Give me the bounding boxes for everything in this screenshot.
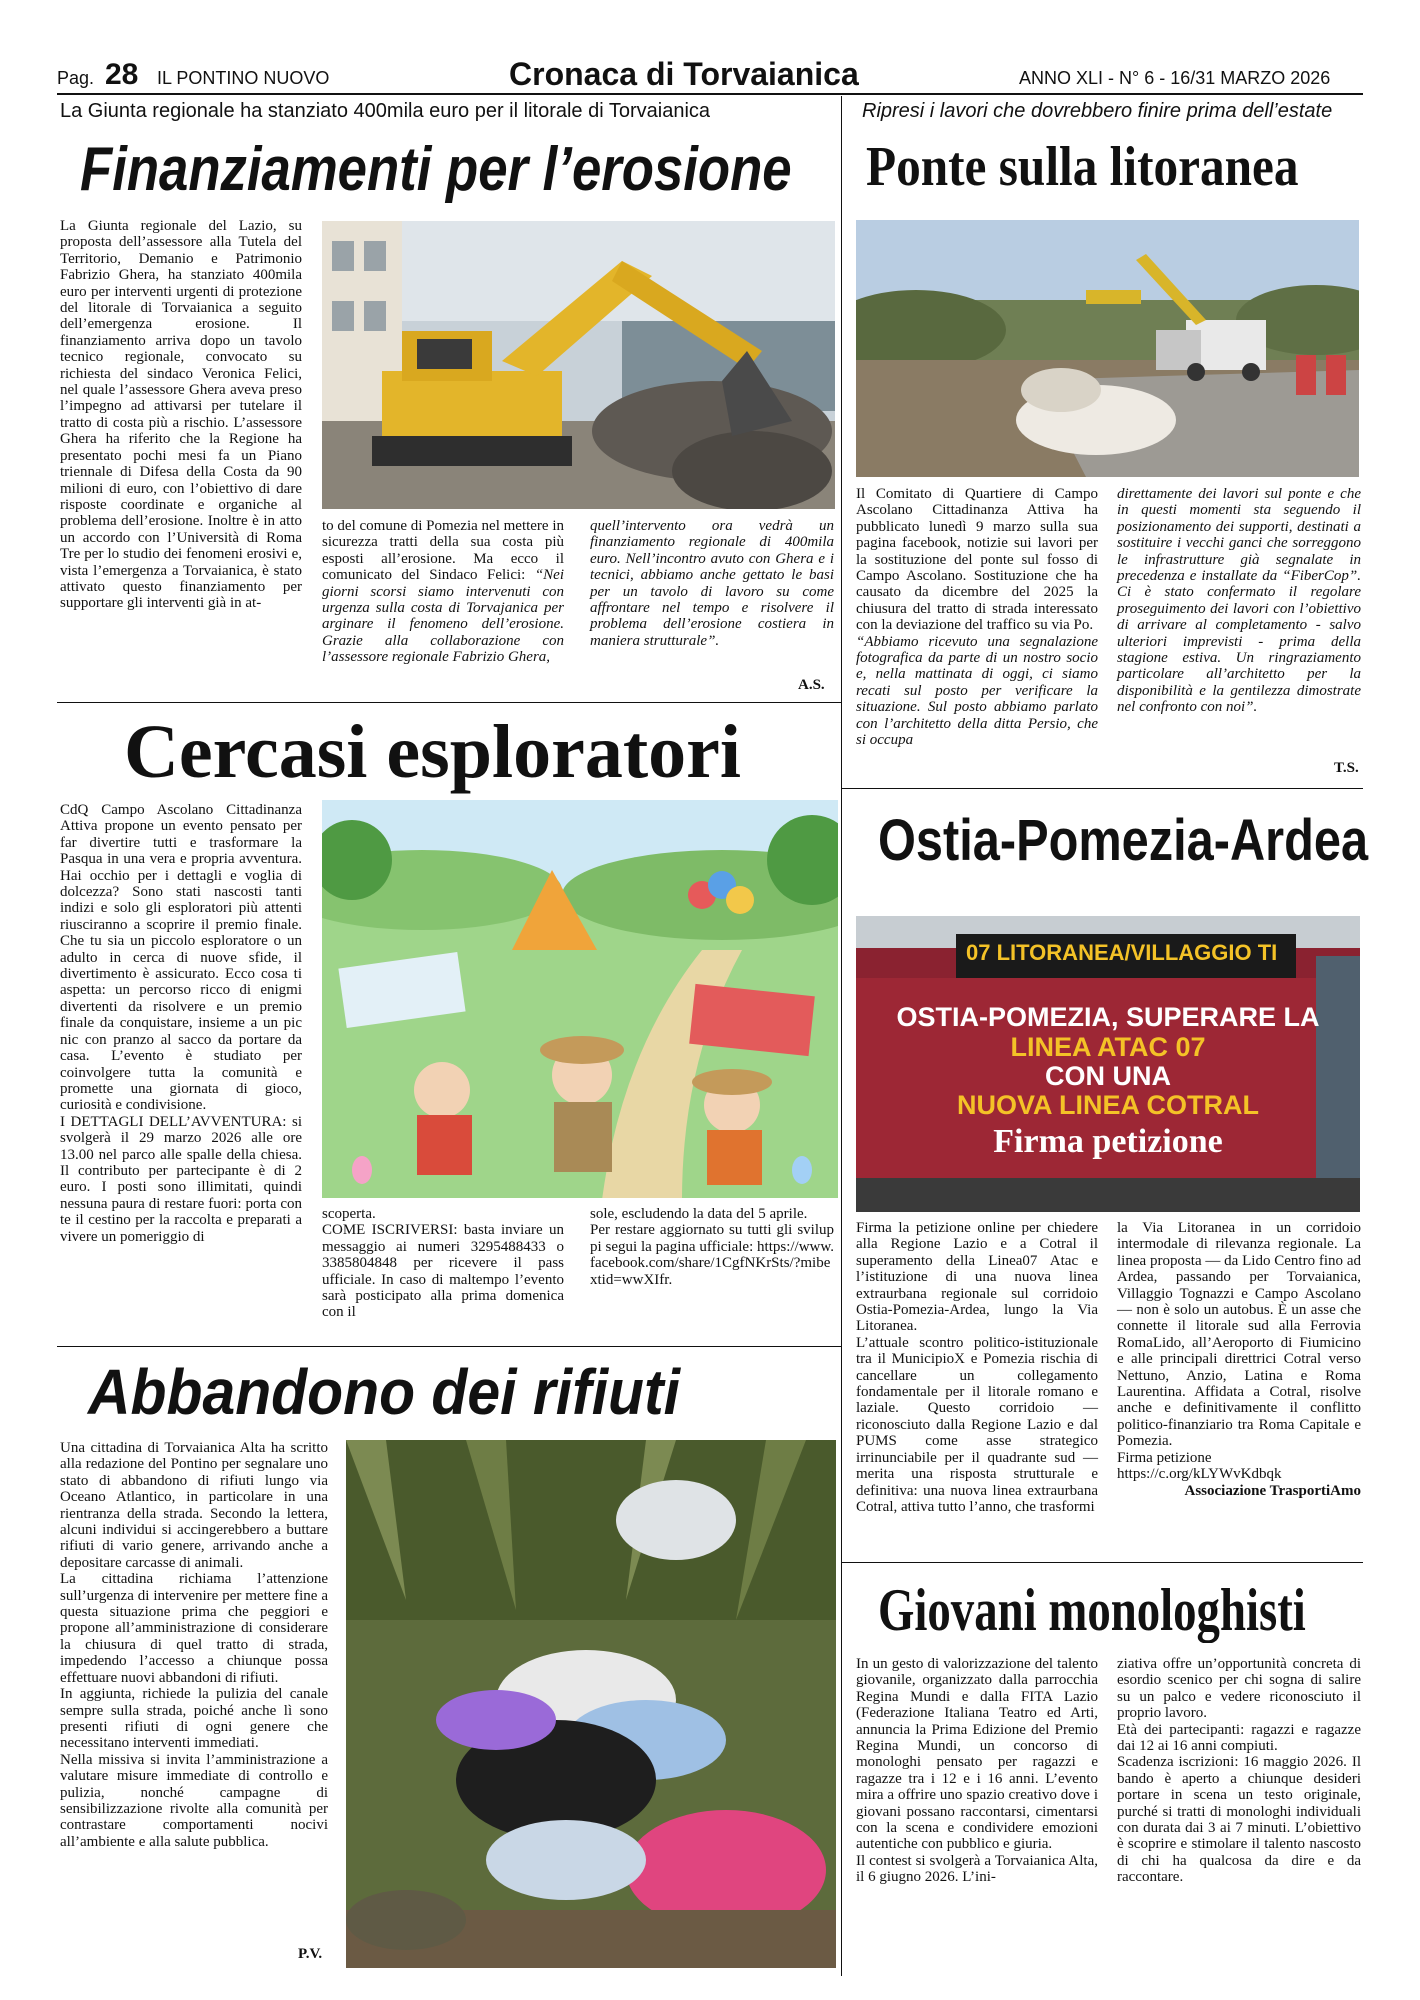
article5-col1-text: Una cittadina di Torvaianica Alta ha scritto alla redazione del Pontino per segnalare uno stato di abbandono di rifiuti lungo via Oceano Atlantico, in particolare in una rientranza della strada. Secondo la lettera, alcuni individui si accingerebbero a buttare rifiuti di vario genere, arrivando anche a depositare carcasse di animali.: [60, 1440, 328, 1571]
waste-dump-photo: [346, 1440, 836, 1968]
poster-line-1: OSTIA-POMEZIA, SUPERARE LA: [896, 1002, 1320, 1032]
article4-col2-text: la Via Litoranea in un corridoio intermodale di rilevanza regionale. La linea proposta — da Lido Centro fino ad Ardea, passando per Torvaianica, Villaggio Tognazzi e Campo Ascolano — non è solo un autobus. È un asse che connette il litorale sud alla Ferrovia RomaLido, all’Aeroporto di Fiumicino e alle principali direttrici Cotral verso Nettuno, Anzio, Latina e Roma Laurentina. Affidata a Cotral, risolve anche e definitivamente il conflitto politico-finanziario tra Roma Capitale e Pomezia.: [1117, 1220, 1361, 1450]
petition-label: Firma petizione: [1117, 1449, 1212, 1466]
article3-bottom-rule: [57, 1346, 841, 1347]
article3-col3: [590, 1206, 834, 1288]
article4-col1: [856, 1220, 1098, 1515]
column-divider: [841, 96, 842, 1976]
article6-col2: [1117, 1656, 1361, 1886]
section-title: Cronaca di Torvaianica: [509, 56, 859, 92]
article5-signature: P.V.: [298, 1946, 323, 1962]
article3-col2-signup: COME ISCRIVERSI: basta inviare un messaggio ai numeri 3295488433 o 3385804848 per ricevere il pass ufficiale. In caso di maltempo l’evento sarà posticipato alla prima domenica con il: [322, 1222, 564, 1321]
article2-kicker: Ripresi i lavori che dovrebbero finire prima dell’estate: [862, 100, 1333, 122]
article1-col2-text: to del comune di Pomezia nel mettere in sicurezza tratti della sua costa più esposti all’erosione. Ma ecco il comunicato del Sindaco Felici:: [322, 518, 565, 584]
article3-col3-link: Per restare aggiornato su tutti gli sviluppi segui la pagina ufficiale: https://www.facebook.com/share/1CgfNKrSts/?mibextid=wwXIfr.: [590, 1222, 834, 1288]
article5-col1-request: La cittadina richiama l’attenzione sull’urgenza di intervenire per mettere fine a questa situazione prima che peggiori e propone all’amministrazione di considerare la chiusura di quel tratto di strada, impedendo l’accesso a chiunque possa effettuare nuovi abbandoni di rifiuti.: [60, 1571, 328, 1686]
article5-col1: [60, 1440, 328, 1850]
article5-title: Abbandono dei rifiuti: [88, 1356, 680, 1428]
poster-line-5: Firma petizione: [993, 1123, 1223, 1160]
article3-col1-details: I DETTAGLI DELL’AVVENTURA: si svolgerà il 29 marzo 2026 alle ore 13.00 nel parco alle spalle della chiesa. Il contributo per partecipante è di 2 euro. I posti sono illimitati, quindi nessuna paura di restare fuori: porta con te il cestino per la raccolta e preparati a vivere un pomeriggio di: [60, 1113, 302, 1245]
page-number: 28: [105, 58, 139, 91]
article6-title: Giovani monologhisti: [878, 1577, 1306, 1643]
article6-col1: [856, 1656, 1098, 1886]
article4-col1-body: L’attuale scontro politico-istituzionale tra il MunicipioX e Pomezia rischia di cancellare un collegamento fondamentale per il litorale romano e laziale. Questo corridoio — riconosciuto dalla Regione Lazio e dal PUMS come asse strategico irrinunciabile per il quadrante sud — merita una risposta strutturale e definitiva: una nuova linea extraurbana Cotral, attiva tutto l’anno, che trasformi: [856, 1334, 1098, 1515]
article1-col1: La Giunta regionale del Lazio, su proposta dell’assessore alla Tutela del Territorio, Demanio e Patrimonio Fabrizio Ghera, ha stanziato 400mila euro per interventi urgenti di protezione del litorale di Torvaianica a seguito dell’emergenza erosione. Il finanziamento arriva dopo un tavolo tecnico regionale, convocato su richiesta del sindaco Veronica Felici, nel quale l’assessore Ghera aveva preso l’impegno ad attivarsi per tutelare il tratto di costa più a rischio. L’assessore Ghera ha riferito che la Regione ha presentato pochi mesi fa un Piano triennale di Difesa della Costa da 90 milioni di euro, con l’obiettivo di dare risposte coordinate e organiche al problema dell’erosione. Inoltre è in atto un accordo con l’Università di Roma Tre per lo studio dei fenomeni erosivi e, vista l’emergenza a Torvaianica, è stato attivato questo finanziamento per supportare gli interventi già in at-: [60, 218, 302, 612]
article2-col1-text: Il Comitato di Quartiere di Campo Ascolano Cittadinanza Attiva ha pubblicato lunedì 9 marzo sulla sua pagina facebook, notizie sui lavori per la sostituzione del ponte sul fosso di Campo Ascolano. Sostituzione che ha causato da dicembre del 2025 la chiusura del tratto di strada interessato con la deviazione del traffico su via Po.: [856, 486, 1098, 634]
paper-name: IL PONTINO NUOVO: [157, 68, 330, 88]
article4-title: Ostia-Pomezia-Ardea: [878, 808, 1369, 873]
excavator-photo: [322, 221, 835, 509]
article6-col2-age: Età dei partecipanti: ragazzi e ragazze dai 12 ai 16 anni compiuti.: [1117, 1721, 1361, 1755]
header-rule: [57, 93, 1363, 95]
article5-col1-canal: In aggiunta, richiede la pulizia del canale sempre sulla strada, poiché anche lì sono presenti rifiuti di ogni genere che necessitano interventi immediati.: [60, 1686, 328, 1752]
article6-col1-date: Il contest si svolgerà a Torvaianica Alta, il 6 giugno 2026. L’ini-: [856, 1852, 1098, 1886]
article6-col1-text: In un gesto di valorizzazione del talento giovanile, organizzato dalla parrocchia Regina Mundi e dalla FITA Lazio (Federazione Italiana Teatro ed Arti, annuncia la Prima Edizione del Premio Regina Mundi, un concorso di monologhi pensato per ragazzi e ragazze tra i 12 e i 16 anni. L’evento mira a offrire uno spazio creativo dove i giovani possano raccontarsi, cimentarsi con la scena e condividere emozioni autentiche con pubblico e giuria.: [856, 1656, 1098, 1853]
article1-signature: A.S.: [798, 677, 825, 693]
article1-bottom-rule: [57, 702, 841, 703]
article4-signature: Associazione TrasportiAmo: [1184, 1482, 1361, 1499]
easter-hunt-illustration: [322, 800, 838, 1198]
article4-col1-text: Firma la petizione online per chiedere alla Regione Lazio e a Cotral il superamento della Linea07 Atac e l’istituzione di una nuova linea extraurbana regionale sul corridoio Ostia-Pomezia-Ardea, lungo la Via Litoranea.: [856, 1220, 1098, 1335]
bus-petition-poster: [856, 916, 1360, 1212]
poster-line-3: CON UNA: [1045, 1061, 1171, 1091]
article5-col1-close: Nella missiva si invita l’amministrazione a valutare misure immediate di controllo e pulizia, nonché campagne di sensibilizzazione rivolte alla comunità per contrastare comportamenti nocivi all’ambiente e alla salute pubblica.: [60, 1751, 328, 1850]
issue-info: ANNO XLI - N° 6 - 16/31 MARZO 2026: [1019, 68, 1331, 88]
article1-col2-quote: “Nei giorni scorsi siamo intervenuti con urgenza sulla costa di Torvajanica per arginare il fenomeno dell’erosione. Grazie alla collaborazione con l’assessore regionale Fabrizio Ghera,: [322, 567, 564, 666]
article3-col1: [60, 802, 302, 1245]
article3-col2: [322, 1206, 564, 1321]
article3-col3-text: sole, escludendo la data del 5 aprile.: [590, 1206, 808, 1222]
article4-col2: [1117, 1220, 1361, 1499]
page-label: Pag.: [57, 68, 95, 88]
petition-link[interactable]: https://c.org/kLYWvKdbqk: [1117, 1466, 1282, 1483]
article1-col3: quell’intervento ora vedrà un finanziamento regionale di 400mila euro. Nell’incontro avuto con Ghera e i tecnici, abbiamo anche gettato le basi per un tavolo di lavoro su come affrontare nel tempo e risolvere il problema dell’erosione costiera in maniera strutturale”.: [590, 518, 834, 649]
article2-col2: direttamente dei lavori sul ponte e che in questi momenti sta seguendo il posizionamento dei supporti, destinati a sostituire i vecchi ganci che sorreggono le infrastrutture già segnalate in precedenza e installate da “FiberCop”. Ci è stato confermato il regolare proseguimento dei lavori con l’obiettivo di arrivare al completamento - salvo ulteriori imprevisti - prima della stagione estiva. Un ringraziamento particolare all’architetto per la disponibilità e la gentilezza dimostrate nel confronto con noi”.: [1117, 486, 1361, 716]
article2-title: Ponte sulla litoranea: [866, 136, 1299, 198]
article2-col1-quote: “Abbiamo ricevuto una segnalazione fotografica da parte di un nostro socio e, nella mattinata di oggi, ci siamo recati sul posto per verificare la situazione. Sul posto abbiamo parlato con l’architetto della ditta Persio, che si occupa: [856, 633, 1098, 749]
article2-col1: [856, 486, 1098, 749]
article6-col2-text: ziativa offre un’opportunità concreta di esordio scenico per chi sogna di salire su un palco e vedere riconosciuto il proprio lavoro.: [1117, 1656, 1361, 1722]
article1-title: Finanziamenti per l’erosione: [80, 135, 792, 204]
article1-col2: [322, 518, 564, 666]
bridge-works-photo: [856, 220, 1359, 477]
bus-destination-sign: 07 LITORANEA/VILLAGGIO TI: [966, 940, 1278, 965]
article2-signature: T.S.: [1334, 760, 1359, 776]
article3-col1-text: CdQ Campo Ascolano Cittadinanza Attiva propone un evento pensato per far divertire tutti e trasformare la Pasqua in una vera e propria avventura. Hai occhio per i dettagli e voglia di dolcezza? Sono stati nascosti tanti indizi e solo gli esploratori più attenti riusciranno a scoprire il premio finale. Che tu sia un piccolo esploratore o un adulto in cerca di nuove sfide, il divertimento è assicurato. Ecco cosa ti aspetta: un percorso ricco di enigmi divertenti da risolvere e un premio finale da conquistare, insieme a un pic nic con pranzo al sacco da portare da casa. L’evento è studiato per coinvolgere tutta la comunità e promette una giornata di gioco, curiosità e condivisione.: [60, 802, 302, 1114]
page-header: [57, 58, 1363, 92]
article1-kicker: La Giunta regionale ha stanziato 400mila euro per il litorale di Torvaianica: [60, 100, 711, 122]
article6-col2-deadline: Scadenza iscrizioni: 16 maggio 2026. Il bando è aperto a chiunque desideri portare in scena un testo originale, purché si tratti di monologhi individuali con durata dai 3 ai 7 minuti. L’obiettivo è scoprire e stimolare il talento nascosto di chi ha qualcosa da dire e da raccontare.: [1117, 1754, 1361, 1886]
poster-line-2: LINEA ATAC 07: [1010, 1032, 1206, 1062]
article4-bottom-rule: [841, 1562, 1363, 1563]
article2-bottom-rule: [841, 788, 1363, 789]
article3-col2-text: scoperta.: [322, 1206, 376, 1222]
poster-line-4: NUOVA LINEA COTRAL: [957, 1090, 1259, 1120]
poster-text: [856, 1002, 1360, 1164]
article3-title: Cercasi esploratori: [124, 710, 741, 794]
